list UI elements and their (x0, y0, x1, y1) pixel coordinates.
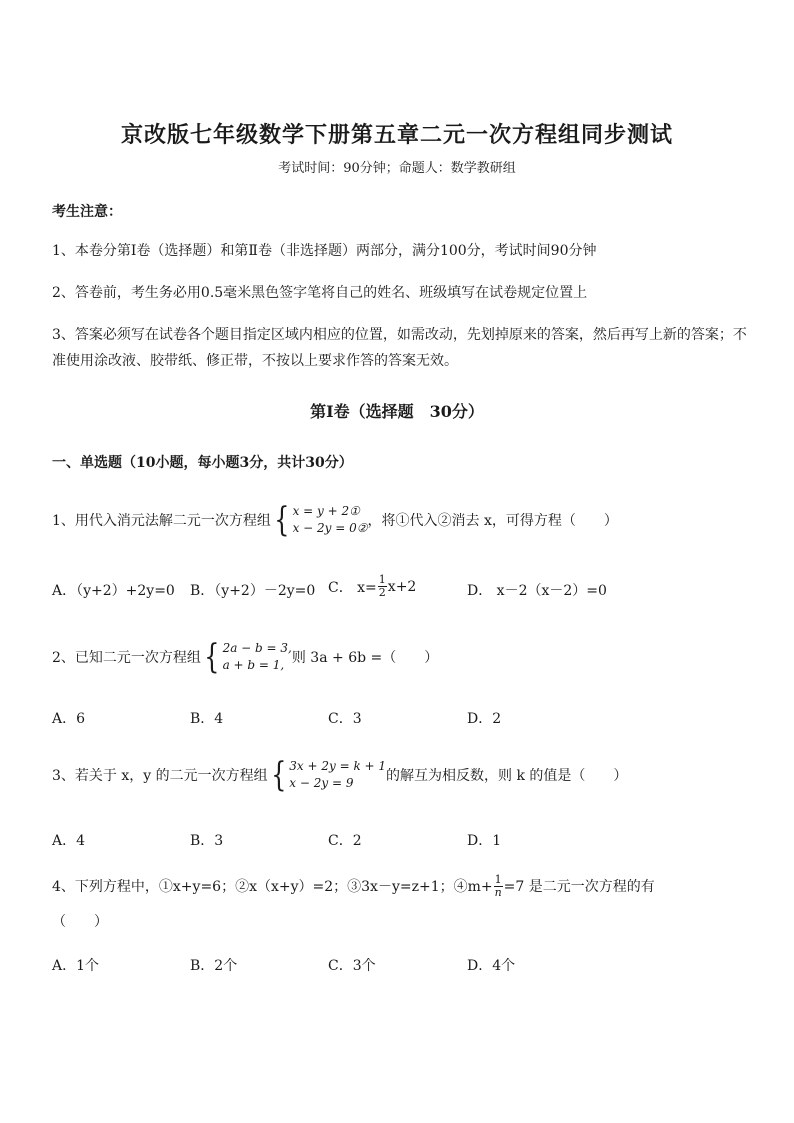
system-2-line-2: a + b = 1, (222, 658, 285, 672)
page-title: 京改版七年级数学下册第五章二元一次方程组同步测试 (120, 122, 673, 148)
notice-item-2: 2、答卷前，考生务必用0.5毫米黑色签字笔将自己的姓名、班级填写在试卷规定位置上 (52, 285, 588, 301)
equation-system-2 (201, 637, 292, 677)
fraction-numerator: 1 (378, 573, 386, 586)
q3-option-c[interactable]: C．2 (328, 833, 362, 849)
q1-option-b[interactable]: B．（y+2）－2y=0 (190, 583, 316, 599)
q3-option-a[interactable]: A．4 (52, 833, 86, 849)
exam-info: 考试时间：90分钟；命题人：数学教研组 (278, 161, 516, 176)
question-4-answer-blank: （ ） (52, 914, 108, 930)
notice-item-3: 3、答案必须写在试卷各个题目指定区域内相应的位置，如需改动，先划掉原来的答案，然后再写上新的答案；不准使用涂改液、胶带纸、修正带，不按以上要求作答的答案无效。 (52, 327, 747, 369)
fraction (378, 574, 387, 599)
equation-system-3 (268, 755, 387, 795)
question-2-prefix: 2、已知二元一次方程组 (52, 650, 201, 666)
q1-option-a[interactable]: A．（y+2）+2y=0 (52, 583, 175, 599)
brace-icon: { (204, 637, 220, 677)
system-1-line-1: x = y + 2① (292, 504, 360, 518)
q3-option-b[interactable]: B．3 (190, 833, 224, 849)
question-1 (52, 500, 618, 540)
notice-item-1: 1、本卷分第Ⅰ卷（选择题）和第Ⅱ卷（非选择题）两部分，满分100分，考试时间90分钟 (52, 243, 597, 259)
q1-option-c-prefix: C． x= (328, 579, 377, 596)
q4-option-a[interactable]: A．1个 (52, 958, 100, 974)
question-2-suffix: 则 3a + 6b =（ ） (291, 650, 439, 666)
q1-option-c[interactable] (328, 574, 416, 599)
question-3-prefix: 3、若关于 x，y 的二元一次方程组 (52, 768, 268, 784)
q3-option-d[interactable]: D．1 (467, 833, 502, 849)
equation-system-1 (271, 500, 368, 540)
q2-option-c[interactable]: C．3 (328, 711, 362, 727)
question-3-suffix: 的解互为相反数，则 k 的值是（ ） (386, 768, 628, 784)
question-4 (52, 870, 655, 902)
question-1-prefix: 1、用代入消元法解二元一次方程组 (52, 513, 271, 529)
question-4-prefix: 4、下列方程中，①x+y=6；②x（x+y）=2；③3x－y=z+1；④m+ (52, 879, 493, 895)
q1-option-c-suffix: x+2 (387, 578, 417, 595)
question-1-suffix: ，将①代入②消去 x，可得方程（ ） (367, 513, 618, 529)
q2-option-b[interactable]: B．4 (190, 711, 224, 727)
system-2-line-1: 2a − b = 3, (222, 641, 292, 655)
fraction-numerator: 1 (494, 872, 502, 886)
q4-option-d[interactable]: D．4个 (467, 958, 516, 974)
question-3 (52, 755, 627, 795)
brace-icon: { (270, 755, 287, 795)
fraction-denominator: n (494, 885, 502, 899)
question-2 (52, 637, 438, 677)
part-heading: 一、单选题（10小题，每小题3分，共计30分） (52, 455, 353, 471)
q1-option-d[interactable]: D． x－2（x－2）=0 (467, 583, 607, 599)
brace-icon: { (274, 500, 290, 540)
fraction-denominator: 2 (378, 586, 386, 599)
section-title: 第Ⅰ卷（选择题 30分） (310, 402, 484, 421)
notice-heading: 考生注意： (52, 204, 122, 220)
q2-option-a[interactable]: A．6 (52, 711, 86, 727)
system-1-line-2: x − 2y = 0② (292, 521, 368, 535)
q4-option-b[interactable]: B．2个 (190, 958, 238, 974)
fraction (494, 874, 503, 899)
question-4-suffix: =7 是二元一次方程的有 (503, 879, 655, 895)
q4-option-c[interactable]: C．3个 (328, 958, 376, 974)
q2-option-d[interactable]: D．2 (467, 711, 502, 727)
system-3-line-1: 3x + 2y = k + 1 (289, 759, 387, 773)
system-3-line-2: x − 2y = 9 (289, 776, 354, 790)
